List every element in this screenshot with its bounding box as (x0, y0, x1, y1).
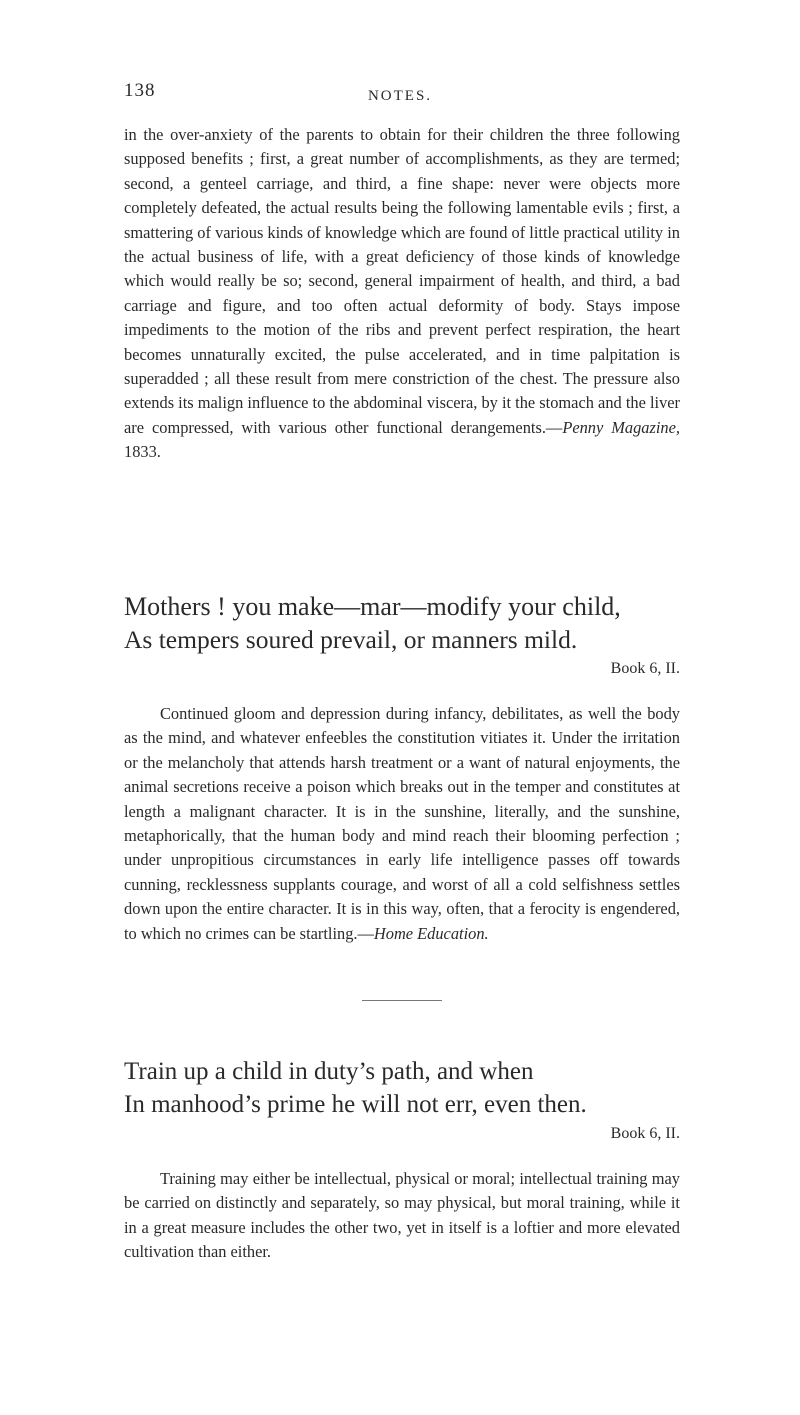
running-head: NOTES. (367, 88, 433, 104)
paragraph-text: in the over-anxiety of the parents to obtain for their children the three following supposed benefits ; first, a great number of accomplishments, as they are termed; second, a genteel carriage, and third, a fine shape: never were objects more completely defeated, the actual results being the following lamentable evils ; first, a smattering of various kinds of knowledge which are found of little practical utility in the actual business of life, with a great deficiency of those kinds of knowledge which would really be so; second, general impairment of health, and third, a bad carriage and figure, and too often actual deformity of body. Stays impose impediments to the motion of the ribs and prevent perfect respiration, the heart becomes unnaturally excited, the pulse accelerated, and in time palpitation is superadded ; all these result from mere constriction of the chest. The pressure also extends its malign influence to the abdominal viscera, by it the stomach and the liver are compressed, with various other functional derangements.— (124, 125, 680, 437)
verse-citation: Book 6, II. (610, 660, 680, 677)
paragraph-training: Training may either be intellectual, physical or moral; intellectual training may be carried on distinctly and separately, so may physical, but moral training, while it in a great measure includes the other two, yet in itself is a loftier and more elevated cultivation than either. (124, 1169, 680, 1262)
verse-train-up (124, 1055, 684, 1145)
paragraph-stays (124, 123, 680, 465)
paragraph-text: Continued gloom and depression during infancy, debilitates, as well the body as the mind, and whatever enfeebles the constitution vitiates it. Under the irritation or the melancholy that attends harsh treatment or a want of natural enjoyments, the animal secretions receive a poison which breaks out in the temper and constitutes at length a malignant character. It is in the sunshine, literally, and the sunshine, metaphorically, that the human body and mind reach their blooming perfection ; under unpropitious circumstances in early life intelligence passes off towards cunning, recklessness supplants courage, and worst of all a cold selfishness settles down upon the entire character. It is in this way, often, that a ferocity is engendered, to which no crimes can be startling.— (124, 704, 680, 943)
citation-source: Penny Magazine, (562, 417, 680, 437)
verse-citation: Book 6, II. (610, 1125, 680, 1142)
citation-year: 1833. (124, 442, 161, 462)
citation-source: Home Education. (373, 923, 489, 943)
paragraph-gloom (124, 702, 680, 946)
verse-line-2: In manhood’s prime he will not err, even then. (124, 1091, 587, 1118)
verse-line-2: As tempers soured prevail, or manners mild. (124, 625, 578, 654)
verse-line-1: Mothers ! you make—mar—modify your child, (124, 592, 621, 621)
verse-mothers (124, 590, 684, 680)
section-divider (362, 1000, 442, 1001)
page-number: 138 (124, 80, 156, 101)
note-gloom (124, 702, 680, 946)
verse-line-1: Train up a child in duty’s path, and when (124, 1058, 534, 1085)
note-training (124, 1167, 680, 1265)
note-continuation (124, 123, 680, 465)
